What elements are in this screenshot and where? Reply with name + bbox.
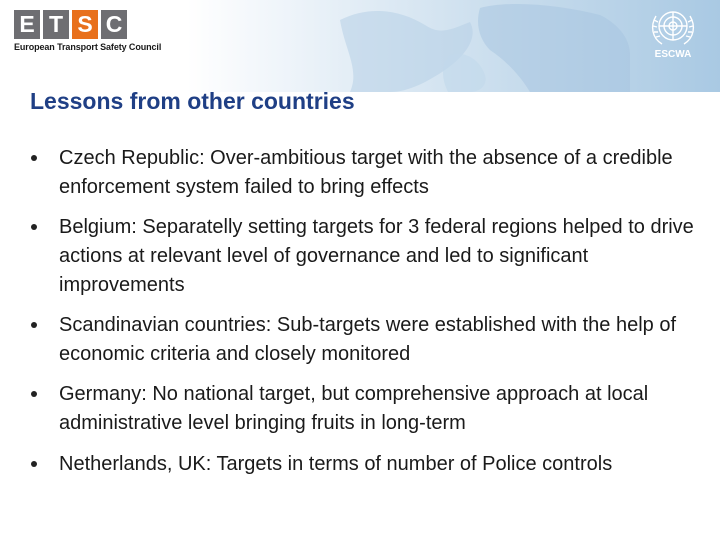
org-label: ESCWA	[654, 49, 692, 60]
etsc-logo	[14, 10, 161, 52]
bullet-icon	[31, 391, 37, 397]
bullet-icon	[31, 322, 37, 328]
bullet-icon	[31, 155, 37, 161]
bullet-text: Czech Republic: Over-ambitious target with the absence of a credible enforcement system failed to bring effects	[59, 147, 673, 198]
bullet-icon	[31, 224, 37, 230]
bullet-icon	[31, 461, 37, 467]
header-banner	[0, 0, 720, 92]
world-map-graphic	[330, 0, 630, 92]
logo-letter-t: T	[43, 10, 69, 39]
bullet-text: Scandinavian countries: Sub-targets were established with the help of economic criteria and closely monitored	[59, 314, 677, 365]
logo-letter-c: C	[101, 10, 127, 39]
bullet-text: Netherlands, UK: Targets in terms of number of Police controls	[59, 453, 613, 475]
bullet-text: Belgium: Separatelly setting targets for 3 federal regions helped to drive actions at relevant level of governance and led to significant improvements	[59, 216, 694, 296]
un-emblem-icon	[640, 4, 706, 76]
bullet-text: Germany: No national target, but comprehensive approach at local administrative level bringing fruits in long-term	[59, 383, 649, 434]
logo-subtitle: European Transport Safety Council	[14, 42, 162, 52]
slide-title: Lessons from other countries	[30, 88, 355, 114]
logo-letter-e: E	[14, 10, 40, 39]
logo-letter-s: S	[72, 10, 98, 39]
